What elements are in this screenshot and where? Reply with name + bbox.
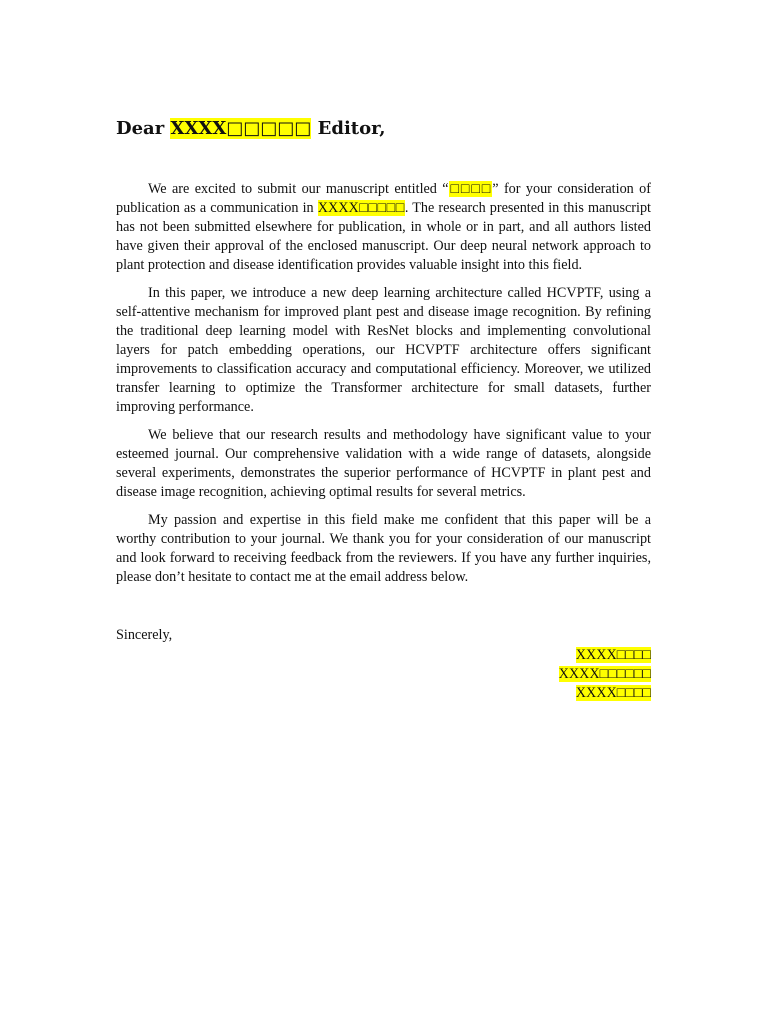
letter-body bbox=[116, 180, 651, 587]
body-paragraph bbox=[116, 511, 651, 587]
signature-email-placeholder: XXXX□□□□ bbox=[575, 685, 651, 701]
salutation-prefix: Dear bbox=[116, 118, 171, 139]
signature-affiliation-placeholder: XXXX□□□□□□ bbox=[558, 666, 651, 682]
body-paragraph bbox=[116, 180, 651, 275]
salutation bbox=[116, 116, 651, 142]
cover-letter bbox=[116, 116, 651, 703]
signature-block bbox=[116, 646, 651, 703]
paragraph-text: We are excited to submit our manuscript entitled “ bbox=[148, 181, 449, 197]
highlighted-placeholder: XXXX□□□□□ bbox=[317, 200, 405, 216]
paragraph-text: . The research presented in this manuscript has not been submitted elsewhere for publication, in whole or in part, and all authors listed have given their approval of the enclosed manuscript. Our deep neural network approach to plant protection and disease identification provides valuable insight into this field. bbox=[116, 200, 651, 273]
paragraph-text: In this paper, we introduce a new deep learning architecture called HCVPTF, using a self-attentive mechanism for improved plant pest and disease image recognition. By refining the traditional deep learning model with ResNet blocks and implementing convolutional layers for patch embedding operations, our HCVPTF architecture offers significant improvements to classification accuracy and computational efficiency. Moreover, we utilized transfer learning to optimize the Transformer architecture for small datasets, further improving performance. bbox=[116, 285, 651, 415]
journal-name-placeholder: XXXX□□□□□ bbox=[170, 118, 312, 139]
body-paragraph bbox=[116, 426, 651, 502]
paragraph-text: ” for your consideration of publication as a communication in bbox=[116, 181, 651, 216]
paragraph-text: My passion and expertise in this field make me confident that this paper will be a worthy contribution to your journal. We thank you for your consideration of our manuscript and look forward to receiving feedback from the reviewers. If you have any further inquiries, please don’t hesitate to contact me at the email address below. bbox=[116, 512, 651, 585]
closing: Sincerely, bbox=[116, 627, 173, 643]
paragraph-text: We believe that our research results and methodology have significant value to your esteemed journal. Our comprehensive validation with a wide range of datasets, alongside several experiments, demonstrates the superior performance of HCVPTF in plant pest and disease image recognition, achieving optimal results for several metrics. bbox=[116, 427, 651, 500]
signature-name-placeholder: XXXX□□□□ bbox=[575, 647, 651, 663]
highlighted-placeholder: □□□□ bbox=[448, 181, 493, 197]
salutation-suffix: Editor, bbox=[311, 118, 386, 139]
body-paragraph bbox=[116, 284, 651, 417]
